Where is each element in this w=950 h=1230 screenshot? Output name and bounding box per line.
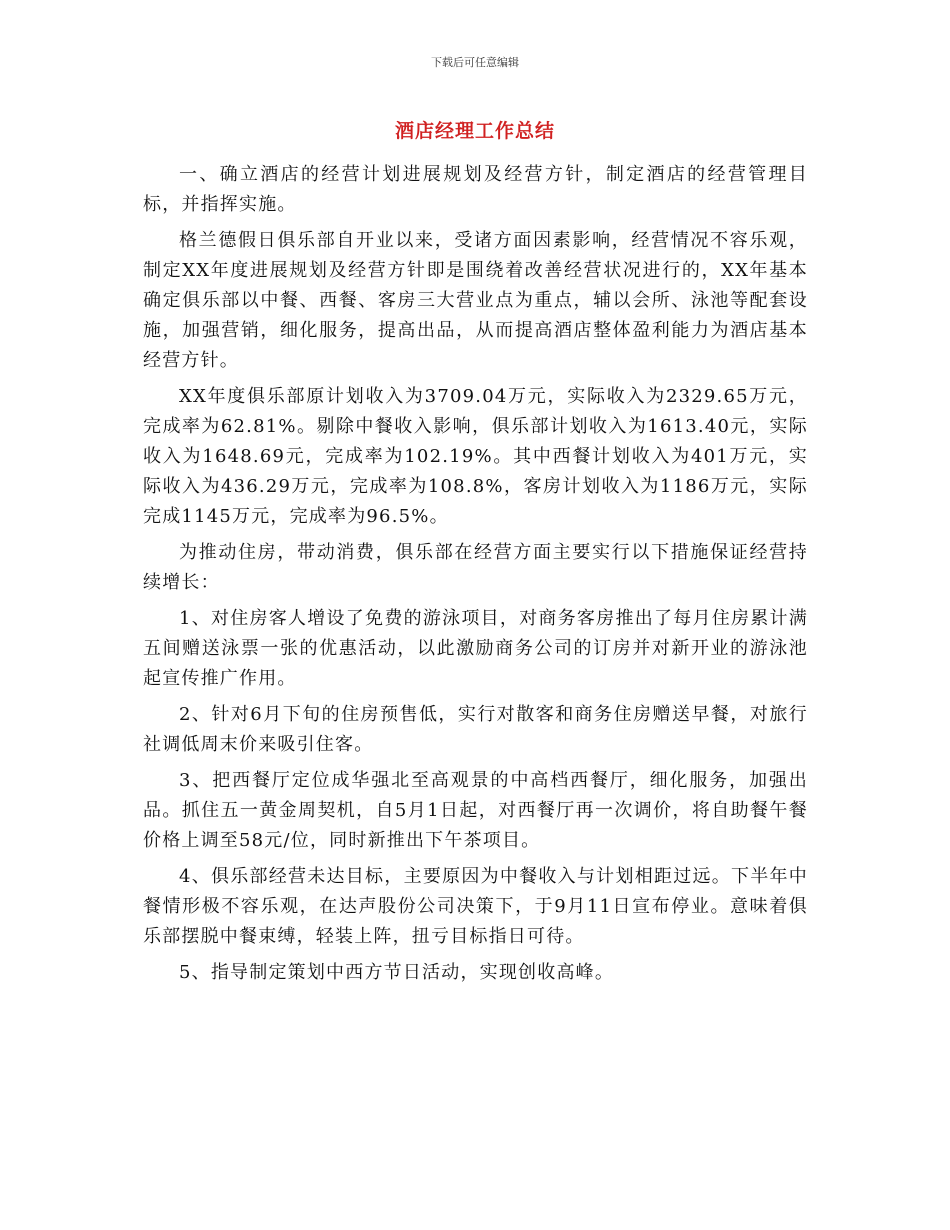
paragraph-6: 2、针对6月下旬的住房预售低，实行对散客和商务住房赠送早餐，对旅行社调低周末价来吸引住客。 xyxy=(143,704,808,755)
paragraph-8: 4、俱乐部经营未达目标，主要原因为中餐收入与计划相距过远。下半年中餐情形极不容乐观，在达声股份公司决策下，于9月11日宣布停业。意味着俱乐部摆脱中餐束缚，轻装上阵，扭亏目标指日可待。 xyxy=(143,866,808,947)
document-body xyxy=(143,160,808,994)
page-header-note: 下载后可任意编辑 xyxy=(431,56,519,69)
document-title: 酒店经理工作总结 xyxy=(394,120,555,142)
paragraph-3: XX年度俱乐部原计划收入为3709.04万元，实际收入为2329.65万元，完成率为62.81%。剔除中餐收入影响，俱乐部计划收入为1613.40元，实际收入为1648.69元，完成率为102.19%。其中西餐计划收入为401万元，实际收入为436.29万元，完成率为108.8%，客房计划收入为1186万元，实际完成1145万元，完成率为96.5%。 xyxy=(143,386,808,527)
paragraph-1: 一、确立酒店的经营计划进展规划及经营方针，制定酒店的经营管理目标，并指挥实施。 xyxy=(143,164,808,215)
paragraph-7: 3、把西餐厅定位成华强北至高观景的中高档西餐厅，细化服务，加强出品。抓住五一黄金周契机，自5月1日起，对西餐厅再一次调价，将自助餐午餐价格上调至58元/位，同时新推出下午茶项目。 xyxy=(143,770,808,851)
paragraph-2: 格兰德假日俱乐部自开业以来，受诸方面因素影响，经营情况不容乐观，制定XX年度进展规划及经营方针即是围绕着改善经营状况进行的，XX年基本确定俱乐部以中餐、西餐、客房三大营业点为重点，辅以会所、泳池等配套设施，加强营销，细化服务，提高出品，从而提高酒店整体盈利能力为酒店基本经营方针。 xyxy=(143,230,808,371)
paragraph-9: 5、指导制定策划中西方节日活动，实现创收高峰。 xyxy=(179,962,615,983)
paragraph-5: 1、对住房客人增设了免费的游泳项目，对商务客房推出了每月住房累计满五间赠送泳票一张的优惠活动，以此激励商务公司的订房并对新开业的游泳池起宣传推广作用。 xyxy=(143,608,808,689)
paragraph-4: 为推动住房，带动消费，俱乐部在经营方面主要实行以下措施保证经营持续增长： xyxy=(143,542,808,593)
